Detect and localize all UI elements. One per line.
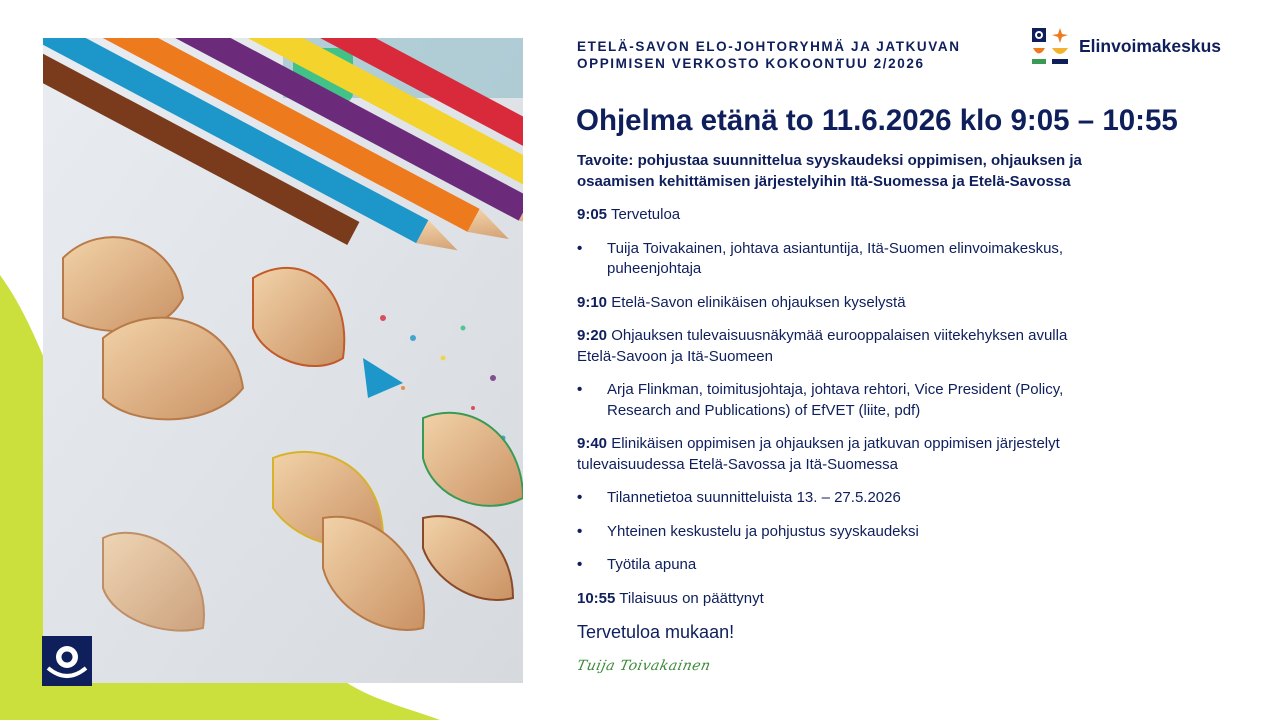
brand [1030, 26, 1221, 66]
event-header-line2: OPPIMISEN VERKOSTO KOKOONTUU 2/2026 [577, 56, 925, 71]
agenda-slot-920 [577, 326, 1217, 367]
goal-line2: osaamisen kehittämisen järjestelyihin Itä-Suomessa ja Etelä-Savossa [577, 172, 1071, 190]
slot-time: 9:05 [577, 206, 608, 223]
handwritten-signature: Tuija Toivakainen [575, 658, 713, 674]
agenda-bullet-speaker-2 [577, 380, 1217, 421]
bullet-dot: • [577, 381, 583, 398]
agenda-bullet-workspace [577, 555, 1217, 576]
slot-text-line2: Etelä-Savoon ja Itä-Suomeen [577, 347, 773, 365]
bullet-line: Research and Publications) of EfVET (liite, pdf) [607, 401, 921, 419]
bullet-line: Arja Flinkman, toimitusjohtaja, johtava rehtori, Vice President (Policy, [607, 381, 1064, 398]
bullet-line: Tilannetietoa suunnitteluista 13. – 27.5.2026 [607, 489, 901, 506]
bullet-line: puheenjohtaja [607, 260, 702, 277]
welcome-text: Tervetuloa mukaan! [577, 622, 735, 642]
slot-text: Etelä-Savon elinikäisen ohjauksen kyselystä [611, 293, 906, 311]
program-content [577, 151, 1217, 643]
bullet-dot: • [577, 556, 583, 573]
goal-text [577, 151, 1217, 192]
bullet-dot: • [577, 239, 583, 257]
bullet-line: Tuija Toivakainen, johtava asiantuntija, Itä-Suomen elinvoimakeskus, [607, 239, 1064, 257]
agenda-bullet-speaker-1 [577, 239, 1217, 280]
slot-text-line2: tulevaisuudessa Etelä-Savossa ja Itä-Suomessa [577, 455, 899, 473]
slot-time: 9:20 [577, 327, 608, 344]
agenda-slot-910 [577, 293, 1217, 314]
elinvoimakeskus-corner-logo [42, 636, 92, 686]
agenda-slot-940 [577, 434, 1217, 475]
slot-time: 9:40 [577, 435, 608, 452]
bullet-line: Yhteinen keskustelu ja pohjustus syyskaudeksi [607, 522, 919, 540]
agenda-bullet-status [577, 488, 1217, 509]
slot-text: Ohjauksen tulevaisuusnäkymää eurooppalaisen viitekehyksen avulla [611, 327, 1068, 344]
bullet-dot: • [577, 489, 583, 506]
slot-time: 10:55 [577, 589, 616, 607]
goal-line1: Tavoite: pohjustaa suunnittelua syyskaudeksi oppimisen, ohjauksen ja [577, 152, 1082, 169]
event-header [577, 38, 1007, 72]
event-header-line1: ETELÄ-SAVON ELO-JOHTORYHMÄ JA JATKUVAN [577, 39, 961, 54]
bullet-line: Työtila apuna [607, 556, 697, 573]
slot-text: Tilaisuus on päättynyt [619, 589, 764, 607]
agenda-bullet-discussion [577, 522, 1217, 543]
slot-time: 9:10 [577, 293, 608, 311]
bullet-dot: • [577, 522, 583, 540]
page-title: Ohjelma etänä to 11.6.2026 klo 9:05 – 10:55 [576, 104, 1178, 137]
agenda-slot-905 [577, 205, 1217, 226]
slot-text: Tervetuloa [610, 206, 681, 223]
agenda-slot-1055 [577, 589, 1217, 610]
brand-name: Elinvoimakeskus [1079, 35, 1222, 56]
elinvoimakeskus-logo-icon [1030, 26, 1070, 66]
pencils-photo [43, 38, 523, 683]
slot-text: Elinikäisen oppimisen ja ohjauksen ja jatkuvan oppimisen järjestelyt [611, 435, 1060, 452]
